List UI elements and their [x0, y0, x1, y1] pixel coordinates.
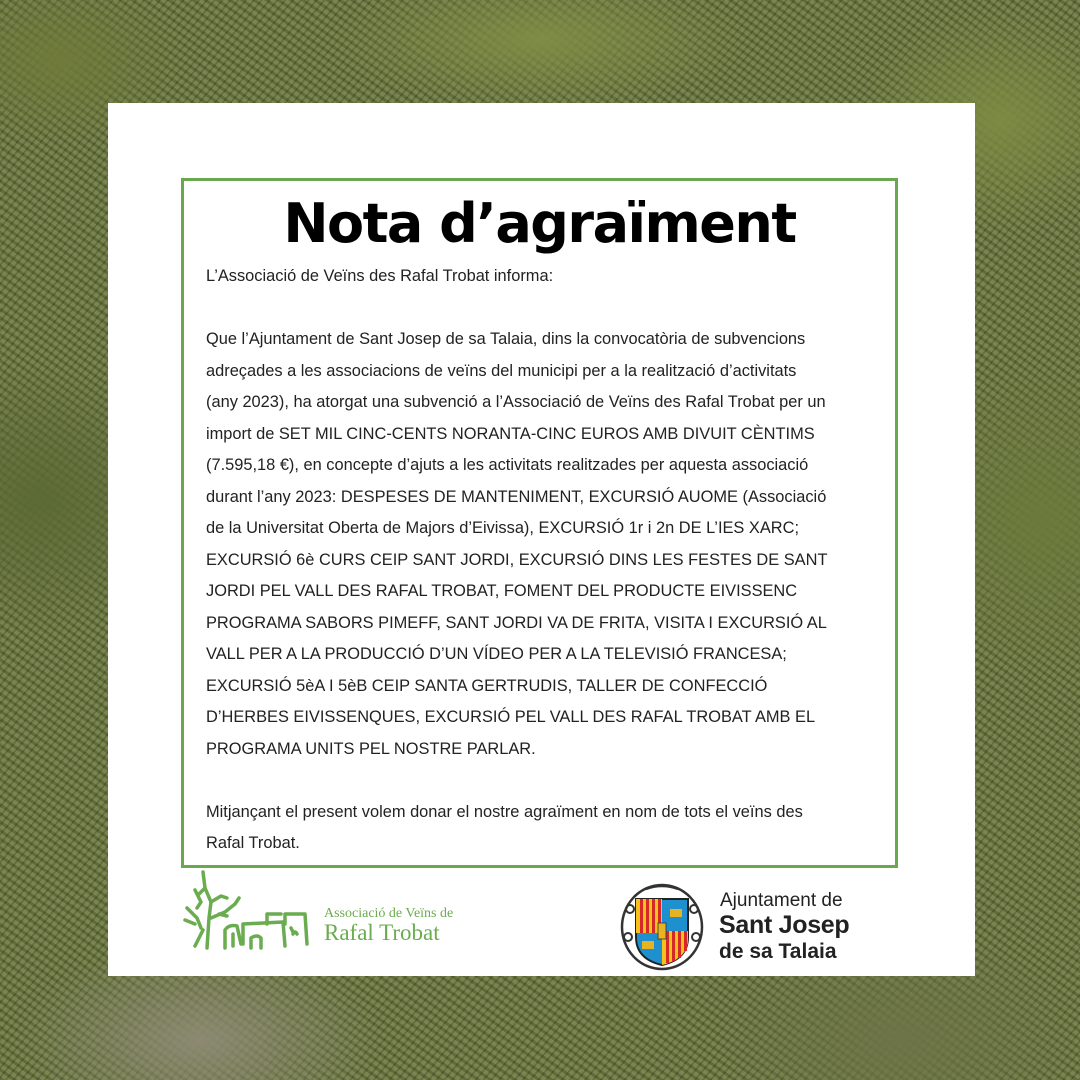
notice-card [108, 103, 975, 976]
body-line: PROGRAMA UNITS PEL NOSTRE PARLAR. [206, 739, 536, 758]
notice-frame [181, 178, 898, 868]
tree-houses-icon [181, 868, 321, 958]
notice-title: Nota d’agraïment [283, 192, 796, 255]
body-line: durant l’any 2023: DESPESES DE MANTENIMENT, EXCURSIÓ AUOME (Associació [206, 487, 827, 506]
association-name-line2: Rafal Trobat [324, 920, 440, 945]
closing-line: Rafal Trobat. [206, 834, 300, 852]
body-line: EXCURSIÓ 6è CURS CEIP SANT JORDI, EXCURSIÓ DINS LES FESTES DE SANT [206, 550, 828, 569]
association-logo [181, 868, 481, 958]
council-logo [616, 881, 886, 976]
body-line: EXCURSIÓ 5èA I 5èB CEIP SANTA GERTRUDIS, TALLER DE CONFECCIÓ [206, 676, 768, 695]
council-name-line2: Sant Josep [719, 911, 850, 939]
body-line: Que l’Ajuntament de Sant Josep de sa Talaia, dins la convocatòria de subvencions [206, 330, 806, 348]
intro-text: L’Associació de Veïns des Rafal Trobat informa: [206, 267, 554, 285]
council-name-line3: de sa Talaia [719, 940, 837, 963]
body-line: PROGRAMA SABORS PIMEFF, SANT JORDI VA DE FRITA, VISITA I EXCURSIÓ AL [206, 613, 827, 632]
body-line: JORDI PEL VALL DES RAFAL TROBAT, FOMENT DEL PRODUCTE EIVISSENC [206, 582, 798, 600]
body-line: VALL PER A LA PRODUCCIÓ D’UN VÍDEO PER A LA TELEVISIÓ FRANCESA; [206, 645, 787, 663]
body-line: adreçades a les associacions de veïns del municipi per a la realització d’activitats [206, 361, 797, 380]
coat-of-arms-icon [616, 881, 708, 973]
association-name-line1: Associació de Veïns de [324, 906, 454, 921]
body-line: (any 2023), ha atorgat una subvenció a l’Associació de Veïns des Rafal Trobat per un [206, 393, 826, 411]
body-line: import de SET MIL CINC-CENTS NORANTA-CINC EUROS AMB DIVUIT CÈNTIMS [206, 424, 815, 443]
council-name-line1: Ajuntament de [720, 890, 843, 911]
closing-line: Mitjançant el present volem donar el nostre agraïment en nom de tots el veïns des [206, 802, 803, 821]
body-line: D’HERBES EIVISSENQUES, EXCURSIÓ PEL VALL DES RAFAL TROBAT AMB EL [206, 708, 816, 726]
notice-body [206, 261, 886, 860]
body-line: de la Universitat Oberta de Majors d’Eivissa), EXCURSIÓ 1r i 2n DE L’IES XARC; [206, 519, 800, 537]
body-line: (7.595,18 €), en concepte d’ajuts a les activitats realitzades per aquesta associació [206, 456, 809, 474]
